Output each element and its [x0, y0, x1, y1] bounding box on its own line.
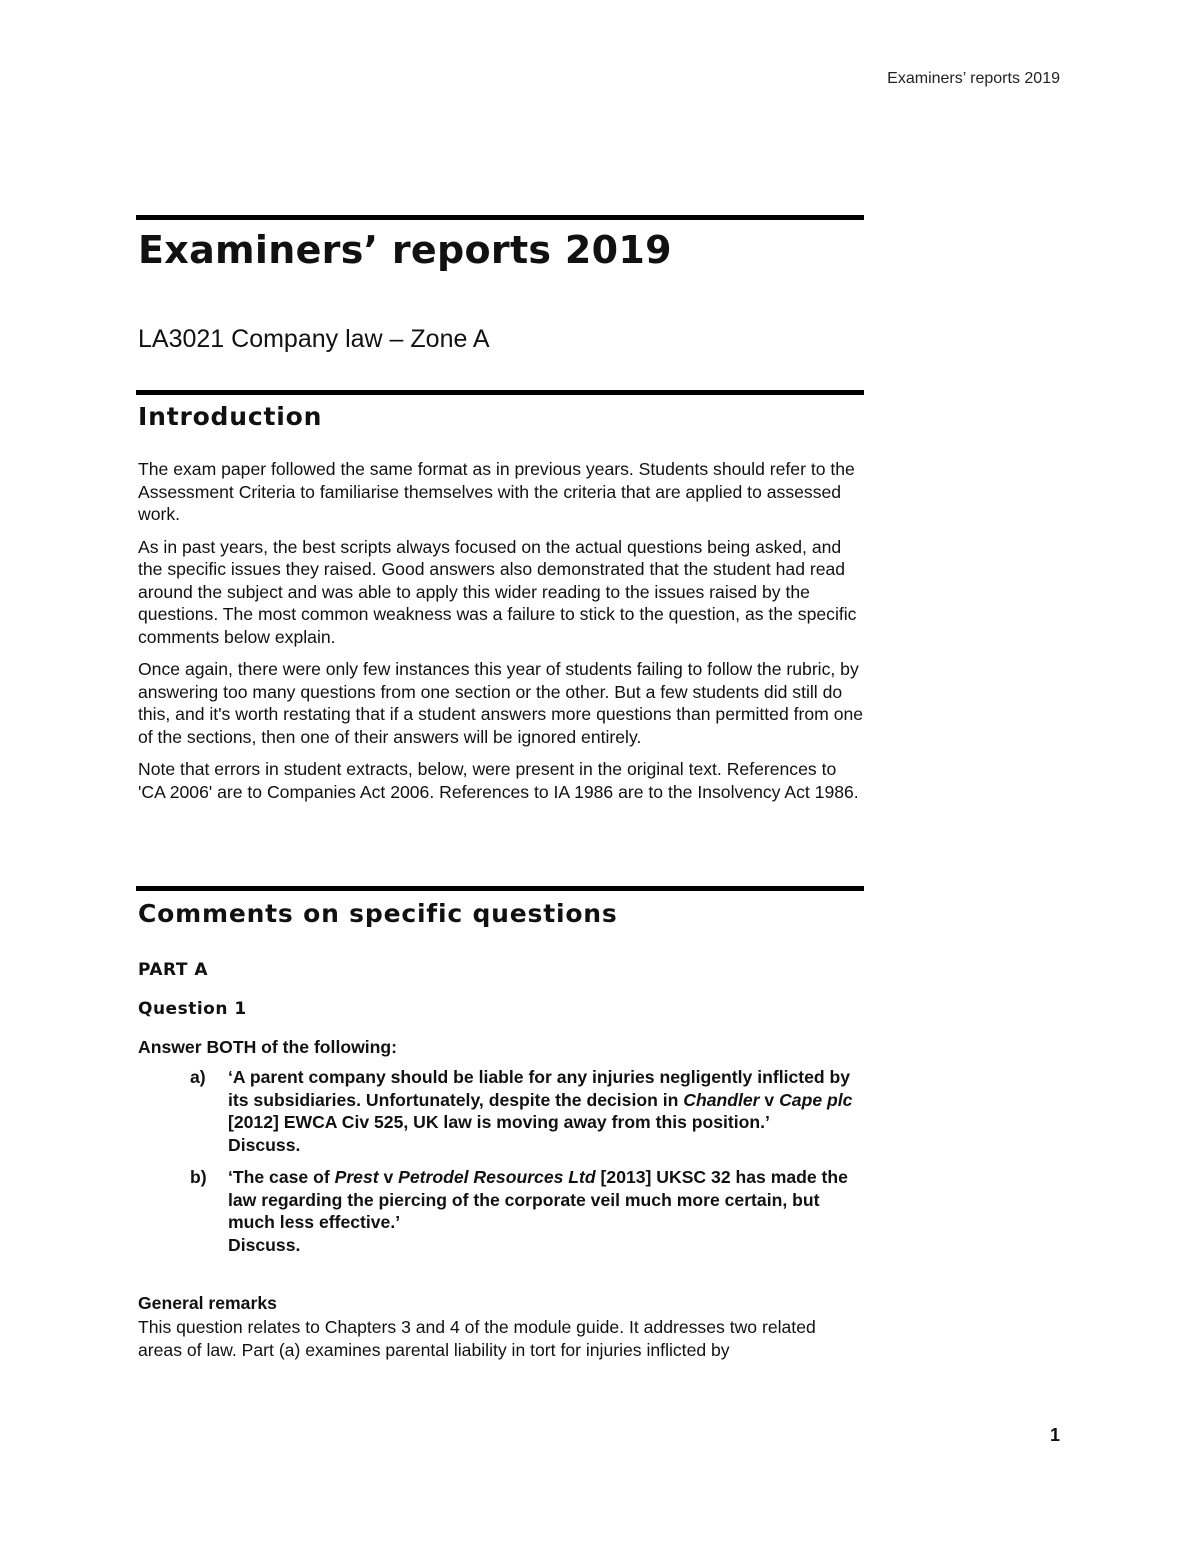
- divider-rule: [136, 215, 864, 220]
- introduction-body: [138, 458, 864, 813]
- intro-paragraph: Once again, there were only few instances this year of students failing to follow the rubric, by answering too many questions from one section or the other. But a few students did still do this, and it's worth restating that if a student answers more questions than permitted from one of the sections, then one of their answers will be ignored entirely.: [138, 659, 864, 747]
- case-name: Petrodel Resources Ltd: [398, 1167, 596, 1187]
- question-label: a): [190, 1067, 206, 1087]
- divider-rule: [136, 886, 864, 891]
- question-item-a: a) ‘A parent company should be liable for any injuries negligently inflicted by its subsidiaries. Unfortunately, despite the decision in Chandler v Cape plc [2012] EWCA Civ 525, UK law is moving away from this position.’ Discuss.: [190, 1066, 870, 1156]
- general-remarks-text: This question relates to Chapters 3 and 4 of the module guide. It addresses two related areas of law. Part (a) examines parental liability in tort for injuries inflicted by: [138, 1317, 816, 1360]
- intro-paragraph: Note that errors in student extracts, below, were present in the original text. References to 'CA 2006' are to Companies Act 2006. References to IA 1986 are to the Insolvency Act 1986.: [138, 759, 859, 802]
- document-subtitle: LA3021 Company law – Zone A: [138, 325, 490, 353]
- part-heading: PART A: [138, 960, 209, 980]
- question-list: [190, 1066, 870, 1266]
- page-number: 1: [1049, 1425, 1060, 1445]
- intro-paragraph: As in past years, the best scripts always focused on the actual questions being asked, and the specific issues they raised. Good answers also demonstrated that the student had read around the subject and was able to apply this wider reading to the issues raised by the questions. The most common weakness was a failure to stick to the question, as the specific comments below explain.: [138, 536, 857, 647]
- question-label: b): [190, 1167, 207, 1187]
- case-name: Cape plc: [779, 1089, 853, 1110]
- divider-rule: [136, 390, 864, 395]
- section-heading-introduction: Introduction: [138, 402, 323, 431]
- case-name: Prest: [334, 1167, 379, 1187]
- discuss-instruction: Discuss.: [228, 1134, 301, 1155]
- running-header: Examiners’ reports 2019: [887, 70, 1060, 87]
- discuss-instruction: Discuss.: [228, 1234, 301, 1255]
- general-remarks-heading: General remarks: [138, 1293, 277, 1313]
- section-heading-comments: Comments on specific questions: [138, 899, 618, 928]
- intro-paragraph: The exam paper followed the same format as in previous years. Students should refer to the Assessment Criteria to familiarise themselves with the criteria that are applied to assessed work.: [138, 459, 855, 524]
- question-heading: Question 1: [138, 999, 247, 1019]
- question-item-b: b) ‘The case of Prest v Petrodel Resources Ltd [2013] UKSC 32 has made the law regarding the piercing of the corporate veil much more certain, but much less effective.’ Discuss.: [190, 1166, 870, 1256]
- case-name: Chandler: [683, 1089, 760, 1110]
- document-title: Examiners’ reports 2019: [138, 228, 672, 272]
- question-instruction: Answer BOTH of the following:: [138, 1037, 398, 1057]
